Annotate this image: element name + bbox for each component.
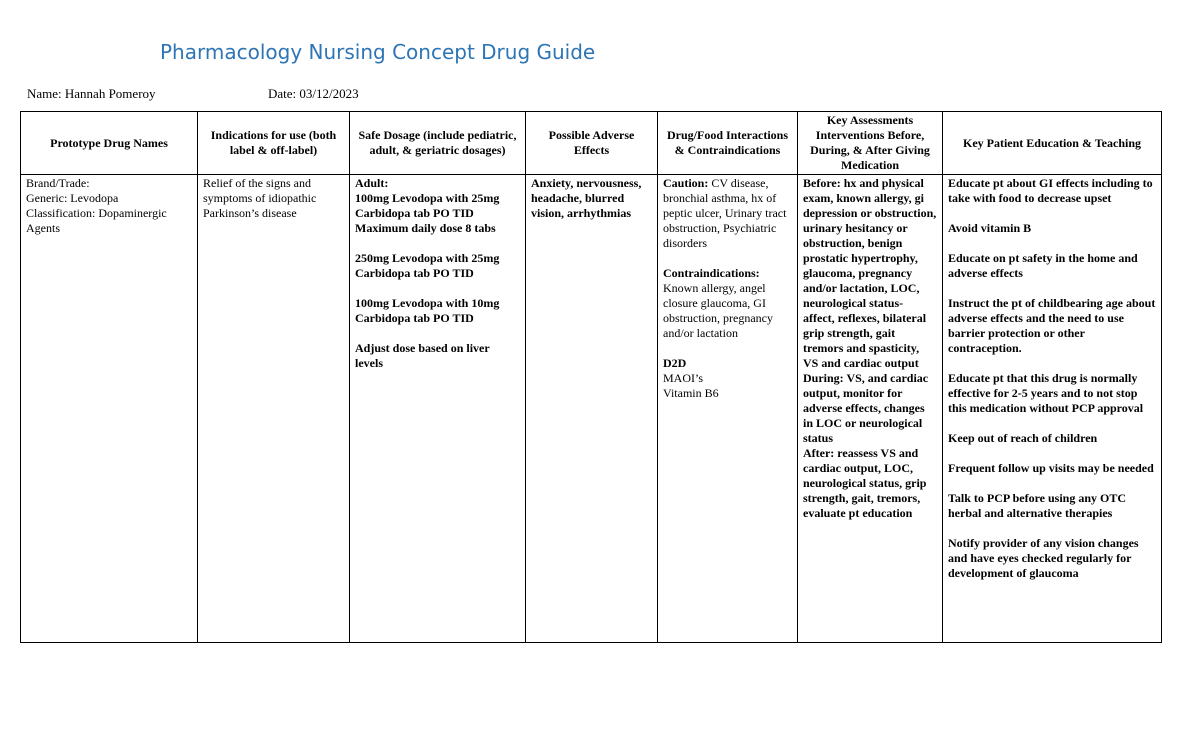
caution-text: CV disease, bronchial asthma, hx of peptic ulcer, Urinary tract obstruction, Psychiatric disorders — [663, 176, 787, 250]
education-item: Educate pt that this drug is normally effective for 2-5 years and to not stop this medication without PCP approval — [948, 371, 1144, 415]
contraindications-label: Contraindications: — [663, 266, 760, 280]
adverse-effects-cell — [526, 175, 658, 643]
education-item: Talk to PCP before using any OTC herbal and alternative therapies — [948, 491, 1127, 520]
drug-guide-table — [20, 111, 1162, 643]
dose-2: 250mg Levodopa with 25mg Carbidopa tab PO TID — [355, 251, 500, 280]
indications-cell — [198, 175, 350, 643]
assessments-cell — [798, 175, 943, 643]
header-interactions: Drug/Food Interactions & Contraindications — [658, 112, 798, 175]
header-safe-dosage: Safe Dosage (include pediatric, adult, & geriatric dosages) — [350, 112, 526, 175]
generic-name: Generic: Levodopa — [26, 191, 119, 205]
education-cell — [943, 175, 1162, 643]
header-adverse-effects: Possible Adverse Effects — [526, 112, 658, 175]
dose-adjust: Adjust dose based on liver levels — [355, 341, 490, 370]
d2d-label: D2D — [663, 356, 687, 370]
adult-label: Adult: — [355, 176, 389, 190]
drug-classification: Classification: Dopaminergic Agents — [26, 206, 167, 235]
header-education: Key Patient Education & Teaching — [943, 112, 1162, 175]
d2d-item: Vitamin B6 — [663, 386, 719, 400]
education-item: Keep out of reach of children — [948, 431, 1098, 445]
drug-names-cell — [21, 175, 198, 643]
page-title: Pharmacology Nursing Concept Drug Guide — [160, 40, 596, 64]
header-indications: Indications for use (both label & off-label) — [198, 112, 350, 175]
education-item: Frequent follow up visits may be needed — [948, 461, 1154, 475]
interactions-cell — [658, 175, 798, 643]
assessment-before: Before: hx and physical exam, known allergy, gi depression or obstruction, urinary hesitancy or obstruction, benign prostatic hypertrophy, glaucoma, pregnancy and/or lactation, LOC, neurological status- affect, reflexes, bilateral grip strength, gait tremors and spasticity, VS and cardiac output — [803, 176, 937, 370]
d2d-item: MAOI’s — [663, 371, 704, 385]
brand-name: Brand/Trade: — [26, 176, 90, 190]
education-item: Educate on pt safety in the home and adverse effects — [948, 251, 1138, 280]
name-line: Name: Hannah Pomeroy — [27, 86, 156, 101]
caution-label: Caution: — [663, 176, 709, 190]
education-item: Educate pt about GI effects including to take with food to decrease upset — [948, 176, 1153, 205]
date-line: Date: 03/12/2023 — [268, 86, 359, 101]
assessment-after: After: reassess VS and cardiac output, LOC, neurological status, grip strength, gait, tremors, evaluate pt education — [803, 446, 927, 520]
contraindications-text: Known allergy, angel closure glaucoma, GI obstruction, pregnancy and/or lactation — [663, 281, 773, 340]
header-assessments: Key Assessments Interventions Before, During, & After Giving Medication — [798, 112, 943, 175]
table-header-row — [21, 112, 1162, 175]
dosage-cell — [350, 175, 526, 643]
indications-text: Relief of the signs and symptoms of idiopathic Parkinson’s disease — [203, 176, 317, 220]
dose-3: 100mg Levodopa with 10mg Carbidopa tab PO TID — [355, 296, 500, 325]
table-row — [21, 175, 1162, 643]
dose-1: 100mg Levodopa with 25mg Carbidopa tab PO TID Maximum daily dose 8 tabs — [355, 191, 500, 235]
assessment-during: During: VS, and cardiac output, monitor for adverse effects, changes in LOC or neurological status — [803, 371, 929, 445]
adverse-effects-text: Anxiety, nervousness, headache, blurred vision, arrhythmias — [531, 176, 642, 220]
header-drug-names: Prototype Drug Names — [21, 112, 198, 175]
education-item: Instruct the pt of childbearing age about adverse effects and the need to use barrier protection or other contraception. — [948, 296, 1156, 355]
education-item: Notify provider of any vision changes and have eyes checked regularly for development of glaucoma — [948, 536, 1139, 580]
education-item: Avoid vitamin B — [948, 221, 1032, 235]
